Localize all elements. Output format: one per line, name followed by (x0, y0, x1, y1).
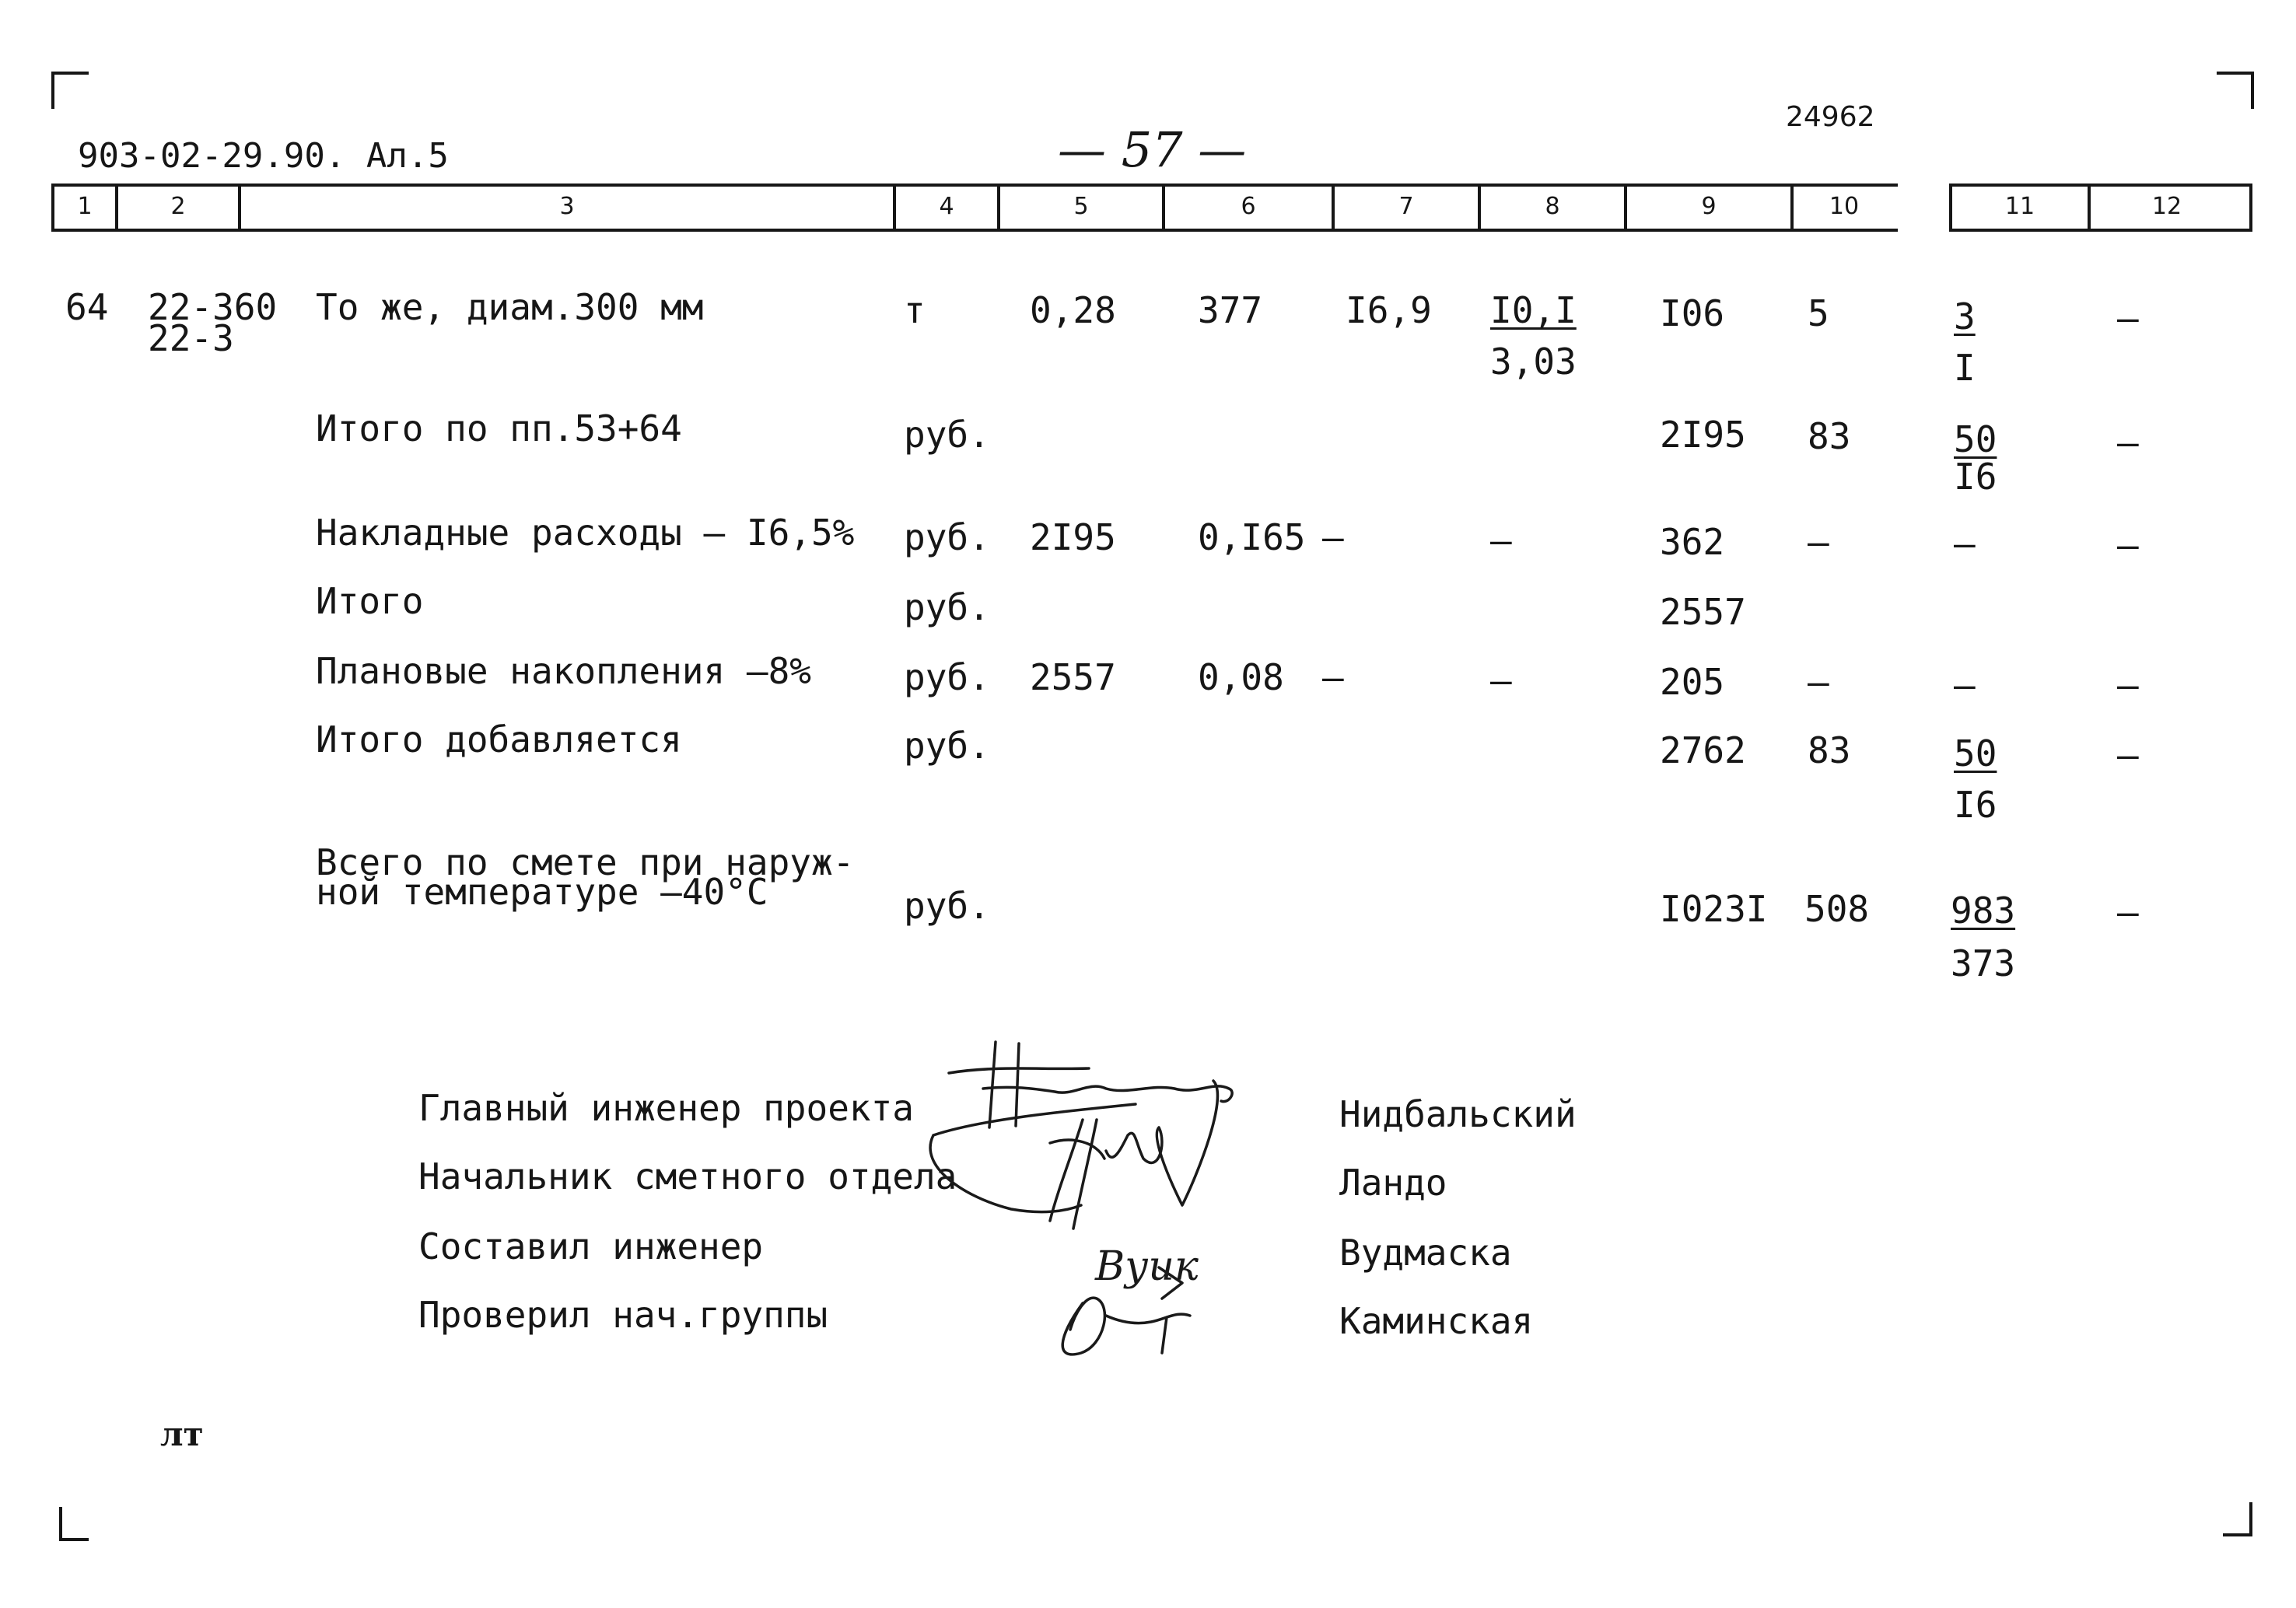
total-cost: 205 (1660, 661, 1725, 703)
col-10-value: 508 (1804, 888, 1870, 930)
unit: руб. (904, 725, 990, 767)
item-description: Итого добавляется (316, 718, 682, 760)
column-header-4: 4 (939, 192, 954, 220)
col-12-value: – (2117, 664, 2139, 706)
column-header-7: 7 (1398, 192, 1414, 220)
col-12-value: – (2117, 297, 2139, 339)
col-8-value: – (1490, 519, 1512, 561)
unit: руб. (904, 656, 990, 698)
column-header-12: 12 (2151, 192, 2182, 220)
col-10-value: 83 (1808, 415, 1851, 457)
item-description: То же, диам.300 мм (316, 286, 704, 328)
col-11-sub-value: 373 (1951, 942, 2016, 984)
col-8-value: – (1490, 659, 1512, 701)
col-8-value: I0,I (1490, 289, 1577, 331)
unit: руб. (904, 885, 990, 927)
column-header-2: 2 (170, 192, 186, 220)
corner-mark-bottom-left (59, 1507, 89, 1541)
page-number: — 57 — (1058, 121, 1247, 178)
item-description-continued: ной температуре –40°С (316, 871, 768, 913)
column-header-6: 6 (1241, 192, 1256, 220)
signature-name: Вудмаска (1339, 1232, 1512, 1274)
col-11-value: – (1954, 664, 1976, 706)
column-header (51, 184, 2249, 229)
column-header-9: 9 (1701, 192, 1717, 220)
col-7-value: I6,9 (1346, 289, 1432, 331)
column-header-11: 11 (2004, 192, 2035, 220)
item-description: Плановые накопления –8% (316, 650, 811, 692)
total-cost: 2557 (1660, 591, 1746, 633)
col-11-value: 3 (1954, 295, 1976, 337)
col-10-value: – (1808, 521, 1829, 563)
col-12-value: – (2117, 891, 2139, 933)
col-12-value: – (2117, 734, 2139, 776)
rate-code: 22-360 (148, 286, 278, 328)
item-description: Итого (316, 580, 424, 622)
unit: руб. (904, 516, 990, 558)
total-cost: 2I95 (1660, 414, 1746, 456)
col-11-sub-value: I6 (1954, 784, 1997, 826)
corner-mark-top-right (2217, 72, 2254, 109)
rate-code-sub: 22-3 (148, 317, 234, 359)
total-cost: I06 (1660, 292, 1725, 334)
quantity: 0,28 (1030, 289, 1116, 331)
col-8-sub-value: 3,03 (1490, 341, 1577, 383)
signature-name: Каминская (1339, 1300, 1534, 1342)
column-header-1: 1 (77, 192, 93, 220)
col-12-value: – (2117, 421, 2139, 463)
unit-cost: 0,08 (1198, 656, 1284, 698)
handwritten-signatures (902, 1034, 1322, 1376)
column-header-3: 3 (559, 192, 575, 220)
unit-cost: 377 (1198, 289, 1263, 331)
col-10-value: 83 (1808, 729, 1851, 771)
footer-mark: лт (160, 1415, 204, 1453)
doc-code: 903-02-29.90. Ал.5 (78, 136, 449, 176)
col-11-value: 50 (1954, 732, 1997, 774)
item-description: Итого по пп.53+64 (316, 407, 682, 449)
total-cost: 362 (1660, 521, 1725, 563)
unit: руб. (904, 414, 990, 456)
unit-cost: 0,I65 (1198, 516, 1306, 558)
col-11-sub-value: I6 (1954, 456, 1997, 498)
sheet-number: 24962 (1786, 101, 1875, 133)
total-cost: I023I (1660, 888, 1768, 930)
column-header-8: 8 (1545, 192, 1560, 220)
signature-role: Главный инженер проекта (418, 1087, 914, 1129)
unit: т (904, 289, 926, 331)
signature-text: Вуик (1095, 1243, 1199, 1290)
column-header-10: 10 (1829, 192, 1860, 220)
signature-role: Начальник сметного отдела (418, 1155, 957, 1197)
item-description: Всего по смете при наруж- (316, 841, 855, 883)
col-11-sub-value: I (1954, 347, 1976, 389)
col-10-value: – (1808, 661, 1829, 703)
corner-mark-bottom-right (2223, 1502, 2252, 1536)
row-number: 64 (65, 286, 109, 328)
signature-role: Составил инженер (418, 1225, 764, 1267)
col-11-value: 50 (1954, 418, 1997, 460)
signature-name: Ландо (1339, 1162, 1447, 1204)
unit: руб. (904, 586, 990, 628)
corner-mark-top-left (51, 72, 89, 109)
column-header-5: 5 (1073, 192, 1089, 220)
total-cost: 2762 (1660, 729, 1746, 771)
quantity: 2557 (1030, 656, 1116, 698)
col-7-value: – (1322, 516, 1344, 558)
col-10-value: 5 (1808, 292, 1829, 334)
item-description: Накладные расходы – I6,5% (316, 512, 855, 554)
col-12-value: – (2117, 524, 2139, 566)
signature-name: Нидбальский (1339, 1093, 1577, 1135)
signature-role: Проверил нач.группы (418, 1294, 828, 1336)
col-11-value: 983 (1951, 890, 2016, 932)
col-11-value: – (1954, 523, 1976, 565)
col-7-value: – (1322, 656, 1344, 698)
quantity: 2I95 (1030, 516, 1116, 558)
